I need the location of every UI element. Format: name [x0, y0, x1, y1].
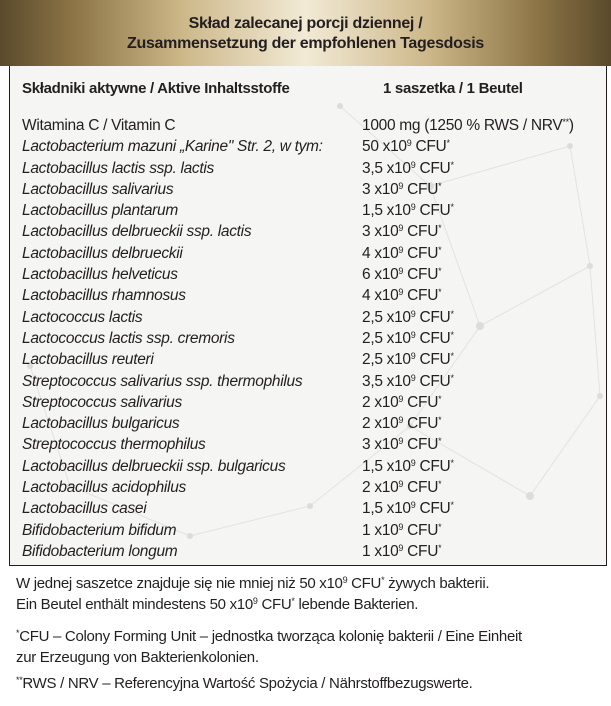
ingredient-amount: 1000 mg (1250 % RWS / NRV**) — [362, 117, 574, 134]
ingredient-row — [22, 158, 602, 179]
ingredient-name: Bifidobacterium bifidum — [22, 521, 177, 539]
ingredient-row — [22, 264, 602, 285]
ingredient-row — [22, 520, 602, 541]
ingredient-amount: 3,5 $x10^9$ CFU* — [362, 372, 454, 390]
ingredient-amount: 1,5 $x10^9$ CFU* — [362, 202, 454, 220]
ingredient-row — [22, 456, 602, 477]
ingredient-row — [22, 477, 602, 498]
ingredient-name: Streptococcus salivarius — [22, 393, 182, 411]
ingredient-row — [22, 349, 602, 370]
ingredient-amount: 2 $x10^9$ CFU* — [362, 415, 442, 433]
ingredient-name: Lactobacillus lactis ssp. lactis — [22, 159, 214, 177]
ingredient-amount: 6 $x10^9$ CFU* — [362, 266, 442, 284]
ingredient-name: Witamina C / Vitamin C — [22, 117, 176, 134]
ingredient-row — [22, 243, 602, 264]
ingredient-amount: 1 $x10^9$ CFU* — [362, 521, 442, 539]
ingredient-row — [22, 221, 602, 242]
ingredient-row — [22, 328, 602, 349]
ingredient-list — [22, 115, 602, 562]
ingredient-amount: 2,5 $x10^9$ CFU* — [362, 308, 454, 326]
ingredient-name: Lactobacillus bulgaricus — [22, 415, 180, 433]
ingredient-row — [22, 115, 602, 136]
header-title-line-2: Zusammensetzung der empfohlenen Tagesdosis — [127, 35, 484, 52]
ingredient-row — [22, 371, 602, 392]
ingredient-name: Streptococcus thermophilus — [22, 436, 206, 454]
ingredient-row — [22, 392, 602, 413]
ingredient-row — [22, 541, 602, 562]
ingredient-amount: 1,5 $x10^9$ CFU* — [362, 457, 454, 475]
ingredient-name: Lactobacillus plantarum — [22, 202, 178, 220]
ingredient-amount: 1 $x10^9$ CFU* — [362, 542, 442, 560]
note-rws-definition: **RWS / NRV – Referencyjna Wartość Spożycia / Nährstoffbezugswerte. — [16, 675, 473, 692]
ingredient-name: Lactobacillus salivarius — [22, 180, 174, 198]
ingredient-row — [22, 434, 602, 455]
note-minimum-bacteria-pl: W jednej saszetce znajduje się nie mniej niż 50 $x10^9$ CFU* żywych bakterii. — [16, 575, 490, 592]
column-header-amount: 1 saszetka / 1 Beutel — [383, 80, 523, 97]
ingredient-row — [22, 285, 602, 306]
ingredient-amount: 2,5 $x10^9$ CFU* — [362, 351, 454, 369]
footnotes — [16, 573, 606, 694]
ingredient-name: Lactobacillus acidophilus — [22, 479, 186, 497]
ingredient-name: Lactococcus lactis ssp. cremoris — [22, 329, 235, 347]
ingredient-row — [22, 413, 602, 434]
composition-table — [9, 66, 607, 566]
ingredient-amount: 3,5 $x10^9$ CFU* — [362, 159, 454, 177]
ingredient-amount: 3 $x10^9$ CFU* — [362, 180, 442, 198]
ingredient-row — [22, 200, 602, 221]
ingredient-name: Bifidobacterium longum — [22, 542, 178, 560]
ingredient-name: Lactobacillus reuteri — [22, 351, 154, 369]
ingredient-name: Lactobacterium mazuni „Karine" Str. 2, w tym: — [22, 138, 323, 156]
ingredient-amount: 3 $x10^9$ CFU* — [362, 223, 442, 241]
composition-header — [0, 0, 611, 66]
ingredient-amount: 2 $x10^9$ CFU* — [362, 479, 442, 497]
ingredient-row — [22, 307, 602, 328]
note-minimum-bacteria-de: Ein Beutel enthält mindestens 50 $x10^9$ CFU* lebende Bakterien. — [16, 596, 419, 613]
ingredient-name: Lactococcus lactis — [22, 308, 143, 326]
header-title-line-1: Skład zalecanej porcji dziennej / — [188, 15, 423, 32]
ingredient-name: Lactobacillus casei — [22, 500, 147, 518]
ingredient-amount: 2,5 $x10^9$ CFU* — [362, 329, 454, 347]
ingredient-amount: 3 $x10^9$ CFU* — [362, 436, 442, 454]
ingredient-name: Lactobacillus delbrueckii ssp. bulgaricus — [22, 457, 286, 475]
ingredient-amount: 2 $x10^9$ CFU* — [362, 393, 442, 411]
ingredient-name: Lactobacillus delbrueckii ssp. lactis — [22, 223, 252, 241]
ingredient-row — [22, 136, 602, 157]
ingredient-amount: 50 $x10^9$ CFU* — [362, 138, 450, 156]
note-cfu-definition-cont: zur Erzeugung von Bakterienkolonien. — [16, 649, 259, 666]
ingredient-row — [22, 498, 602, 519]
column-header-ingredients: Składniki aktywne / Aktive Inhaltsstoffe — [22, 80, 290, 97]
ingredient-row — [22, 179, 602, 200]
ingredient-amount: 4 $x10^9$ CFU* — [362, 287, 442, 305]
ingredient-name: Streptococcus salivarius ssp. thermophilus — [22, 372, 303, 390]
ingredient-amount: 1,5 $x10^9$ CFU* — [362, 500, 454, 518]
note-cfu-definition: *CFU – Colony Forming Unit – jednostka tworząca kolonię bakterii / Eine Einheit — [16, 628, 522, 645]
ingredient-name: Lactobacillus delbrueckii — [22, 244, 183, 262]
ingredient-name: Lactobacillus helveticus — [22, 266, 178, 284]
ingredient-amount: 4 $x10^9$ CFU* — [362, 244, 442, 262]
ingredient-name: Lactobacillus rhamnosus — [22, 287, 186, 305]
